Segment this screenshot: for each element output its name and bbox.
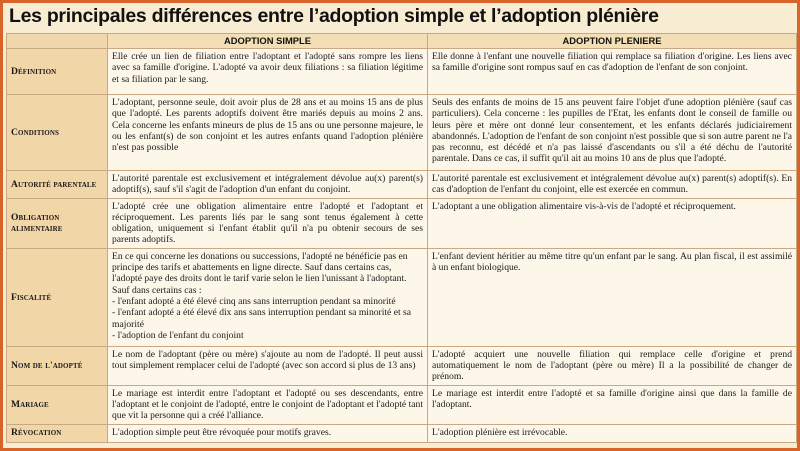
mariage-pleniere: Le mariage est interdit entre l'adopté et sa famille d'origine ainsi que dans la famille de l'adoptant. xyxy=(428,385,797,424)
definition-pleniere: Elle donne à l'enfant une nouvelle filiation qui remplace sa filiation d'origine. Les liens avec sa famille d'origine sont rompus sauf en cas d'adoption de l'enfant de son conjoint. xyxy=(428,49,797,95)
row-autorite-parentale xyxy=(7,171,797,199)
nom-pleniere: L'adopté acquiert une nouvelle filiation qui remplace celle d'origine et prend automatiquement le nom de l'adoptant (père ou mère) Il a la possibilité de changer de prénom. xyxy=(428,346,797,385)
row-label-revocation: Révocation xyxy=(7,424,108,442)
revocation-simple: L'adoption simple peut être révoquée pour motifs graves. xyxy=(108,424,428,442)
fiscalite-simple-case-3: - l'adoption de l'enfant du conjoint xyxy=(112,329,244,341)
mariage-simple: Le mariage est interdit entre l'adoptant et l'adopté ou ses descendants, entre l'adoptant et le conjoint de l'adopté, entre le conjoint de l'adoptant et l'adopté tant que vit la personne qui a créé l'alliance. xyxy=(108,385,428,424)
row-label-autorite-parentale: Autorité parentale xyxy=(7,171,108,199)
fiscalite-simple xyxy=(108,248,428,346)
definition-simple: Elle crée un lien de filiation entre l'adoptant et l'adopté sans rompre les liens avec sa famille d'origine. L'adopté va avoir deux filiations : sa filiation légitime et sa filiation par le sang. xyxy=(108,49,428,95)
obligation-pleniere: L'adoptant a une obligation alimentaire vis-à-vis de l'adopté et réciproquement. xyxy=(428,198,797,248)
fiscalite-simple-case-2: - l'enfant adopté a été élevé dix ans sans interruption pendant sa minorité et sa majorité xyxy=(112,307,412,330)
revocation-pleniere: L'adoption plénière est irrévocable. xyxy=(428,424,797,442)
row-label-definition: Définition xyxy=(7,49,108,95)
conditions-simple: L'adoptant, personne seule, doit avoir plus de 28 ans et au moins 15 ans de plus que l'adopté. Les parents adoptifs doivent être mariés depuis au moins 2 ans. Cela concerne les enfants mineurs de plus de 15 ans ou une personne majeure, le ou les enfant(s) de son conjoint et les autres enfants quand l'adoption plénière n'est pas possible xyxy=(108,95,428,171)
row-label-conditions: Conditions xyxy=(7,95,108,171)
nom-simple: Le nom de l'adoptant (père ou mère) s'ajoute au nom de l'adopté. Il peut aussi tout simplement remplacer celui de l'adopté (avec son accord si plus de 13 ans) xyxy=(108,346,428,385)
comparison-table xyxy=(6,33,797,443)
fiscalite-pleniere: L'enfant devient héritier au même titre qu'un enfant par le sang. Au plan fiscal, il est assimilé à un enfant biologique. xyxy=(428,248,797,346)
row-obligation-alimentaire xyxy=(7,198,797,248)
fiscalite-simple-case-1: - l'enfant adopté a été élevé cinq ans sans interruption pendant sa minorité xyxy=(112,295,396,307)
row-conditions xyxy=(7,95,797,171)
row-fiscalite xyxy=(7,248,797,346)
obligation-simple: L'adopté crée une obligation alimentaire entre l'adopté et l'adoptant et réciproquement. Les parents liés par le sang sont tenus également à cette obligation, uniquement si l'enfant établit qu'il n'a pu obtenir secours de ses parents adoptifs. xyxy=(108,198,428,248)
header-corner xyxy=(7,34,108,49)
row-label-obligation-alimentaire: Obligation alimentaire xyxy=(7,198,108,248)
row-definition xyxy=(7,49,797,95)
autorite-simple: L'autorité parentale est exclusivement et intégralement dévolue au(x) parent(s) adoptif(s), sauf s'il s'agit de l'adoption d'un enfant du conjoint. xyxy=(108,171,428,199)
column-header-simple: ADOPTION SIMPLE xyxy=(108,34,428,49)
row-mariage xyxy=(7,385,797,424)
conditions-pleniere: Seuls des enfants de moins de 15 ans peuvent faire l'objet d'une adoption plénière (sauf cas particuliers). Cela concerne : les pupilles de l'Etat, les enfants dont le conseil de famille ou leurs père et mère ont donné leur consentement, et les enfants déclarés judiciairement abandonnés. L'adoption de l'enfant de son conjoint n'est possible que si son autre parent ne l'a pas reconnu, est décédé et n'a pas laissé d'ascendants ou s'il a été déchu de l'autorité parentale. Dans ce cas, il suffit qu'il ait au moins 10 ans de plus que l'adopté. xyxy=(428,95,797,171)
row-label-mariage: Mariage xyxy=(7,385,108,424)
header-row xyxy=(7,34,797,49)
row-label-fiscalite: Fiscalité xyxy=(7,248,108,346)
column-header-pleniere: ADOPTION PLENIERE xyxy=(428,34,797,49)
row-revocation xyxy=(7,424,797,442)
page-title: Les principales différences entre l’adoption simple et l’adoption plénière xyxy=(9,5,659,27)
fiscalite-simple-intro: En ce qui concerne les donations ou successions, l'adopté ne bénéficie pas en principe des tarifs et abattements en ligne directe. Sauf dans certains cas, l'adopté paye des droits dont le tarif varie selon le lien l'unissant à l'adoptant. Sauf dans certains cas : xyxy=(112,250,408,296)
autorite-pleniere: L'autorité parentale est exclusivement et intégralement dévolue au(x) parent(s) adoptif(s). En cas d'adoption de l'enfant du conjoint, elle est exercée en commun. xyxy=(428,171,797,199)
row-label-nom-adopte: Nom de l'adopté xyxy=(7,346,108,385)
row-nom-adopte xyxy=(7,346,797,385)
